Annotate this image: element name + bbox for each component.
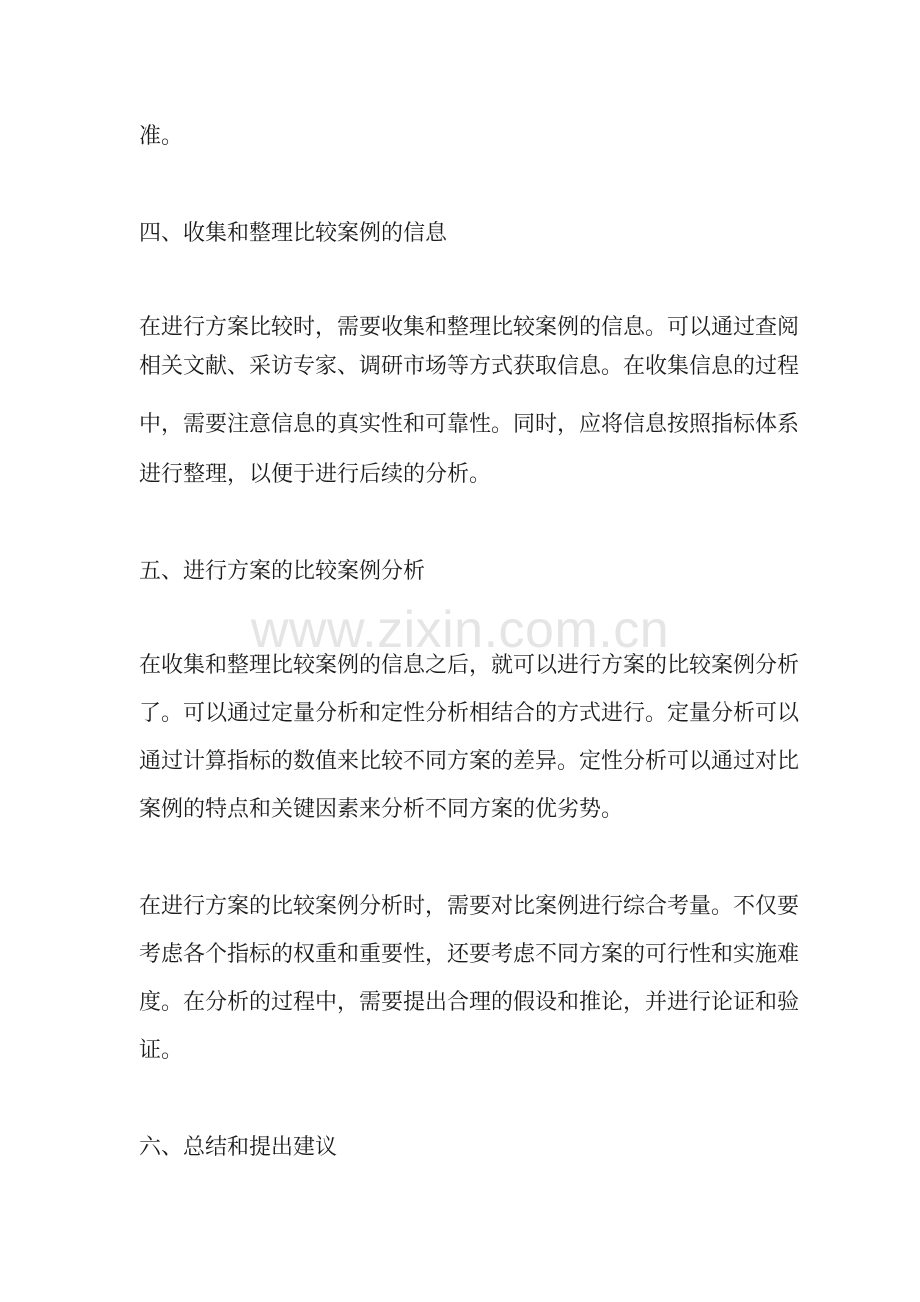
- site-watermark: www.zixin.com.cn: [250, 601, 670, 659]
- paragraph-line: 度。在分析的过程中，需要提出合理的假设和推论，并进行论证和验: [139, 990, 800, 1015]
- paragraph-line: 中，需要注意信息的真实性和可靠性。同时，应将信息按照指标体系: [139, 412, 800, 437]
- section-heading-5: 五、进行方案的比较案例分析: [139, 559, 426, 584]
- paragraph-line: 在进行方案的比较案例分析时，需要对比案例进行综合考量。不仅要: [139, 894, 800, 919]
- paragraph-line: 了。可以通过定量分析和定性分析相结合的方式进行。定量分析可以: [139, 701, 800, 726]
- paragraph-line: 考虑各个指标的权重和重要性，还要考虑不同方案的可行性和实施难: [139, 942, 800, 967]
- section-heading-6: 六、总结和提出建议: [139, 1135, 338, 1160]
- paragraph-line: 在进行方案比较时，需要收集和整理比较案例的信息。可以通过查阅: [139, 315, 800, 340]
- paragraph-end-line: 准。: [139, 124, 184, 149]
- paragraph-line: 在收集和整理比较案例的信息之后，就可以进行方案的比较案例分析: [139, 653, 800, 678]
- paragraph-line: 进行整理，以便于进行后续的分析。: [139, 462, 492, 487]
- paragraph-line: 相关文献、采访专家、调研市场等方式获取信息。在收集信息的过程: [139, 354, 800, 379]
- paragraph-line: 证。: [139, 1038, 184, 1063]
- section-heading-4: 四、收集和整理比较案例的信息: [139, 221, 448, 246]
- paragraph-line: 通过计算指标的数值来比较不同方案的差异。定性分析可以通过对比: [139, 749, 800, 774]
- paragraph-line: 案例的特点和关键因素来分析不同方案的优劣势。: [139, 797, 624, 822]
